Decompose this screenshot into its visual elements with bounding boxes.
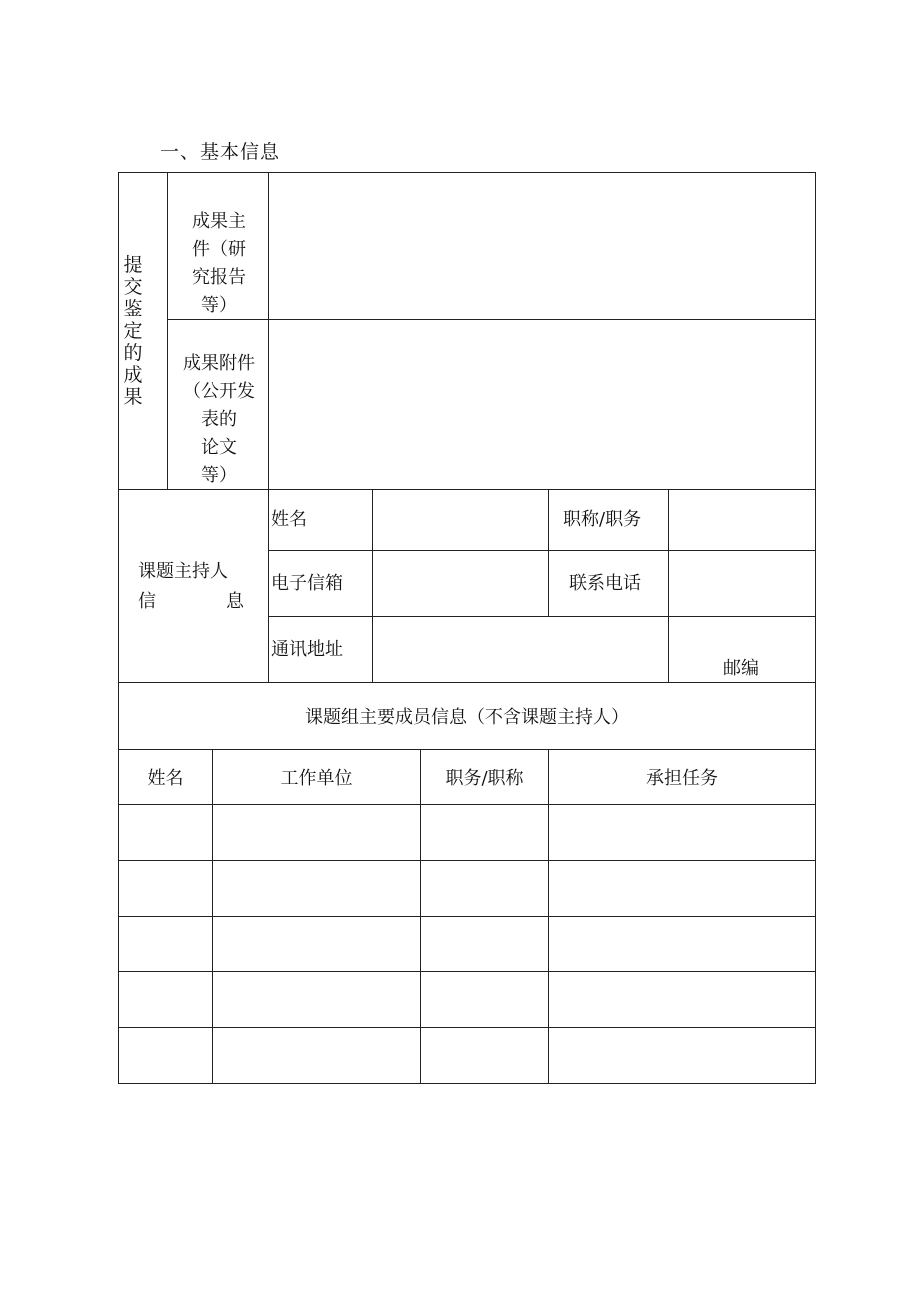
- member-unit-cell[interactable]: [213, 805, 420, 860]
- host-name-label: 姓名: [271, 509, 307, 530]
- host-label-left: 信: [138, 591, 156, 612]
- member-position-cell[interactable]: [421, 1028, 548, 1083]
- member-task-cell[interactable]: [549, 972, 815, 1027]
- member-position-cell[interactable]: [421, 972, 548, 1027]
- divider: [167, 172, 168, 490]
- member-position-cell[interactable]: [421, 861, 548, 916]
- member-name-cell[interactable]: [119, 972, 212, 1027]
- host-email-input[interactable]: [373, 551, 548, 616]
- member-position-cell[interactable]: [421, 805, 548, 860]
- host-address-input[interactable]: [373, 617, 668, 682]
- host-zip-label: 邮编: [723, 658, 759, 679]
- member-name-cell[interactable]: [119, 861, 212, 916]
- host-email-label: 电子信箱: [271, 573, 343, 594]
- divider: [548, 489, 549, 616]
- member-name-cell[interactable]: [119, 1028, 212, 1083]
- member-name-cell[interactable]: [119, 805, 212, 860]
- member-unit-cell[interactable]: [213, 861, 420, 916]
- table-border-bottom: [118, 1083, 816, 1084]
- host-title-label: 职称/职务: [563, 509, 642, 530]
- member-task-cell[interactable]: [549, 805, 815, 860]
- column-header-task: 承担任务: [646, 768, 718, 789]
- results-group-label: 提 交 鉴 定 的 成 果: [123, 254, 143, 408]
- host-label-right: 息: [226, 591, 244, 612]
- column-header-position: 职务/职称: [445, 768, 524, 789]
- member-task-cell[interactable]: [549, 1028, 815, 1083]
- table-border-right: [815, 172, 816, 1084]
- column-header-name: 姓名: [147, 768, 184, 789]
- members-header: 课题组主要成员信息（不含课题主持人）: [305, 707, 629, 728]
- member-name-cell[interactable]: [119, 917, 212, 971]
- section-title: 一、基本信息: [160, 141, 281, 163]
- member-task-cell[interactable]: [549, 861, 815, 916]
- host-label: 课题主持人: [138, 561, 228, 582]
- host-address-label: 通讯地址: [271, 639, 343, 660]
- member-unit-cell[interactable]: [213, 972, 420, 1027]
- member-unit-cell[interactable]: [213, 1028, 420, 1083]
- main-result-input[interactable]: [269, 173, 815, 319]
- member-unit-cell[interactable]: [213, 917, 420, 971]
- host-phone-input[interactable]: [669, 551, 815, 616]
- host-phone-label: 联系电话: [569, 573, 641, 594]
- host-name-input[interactable]: [373, 490, 548, 550]
- member-task-cell[interactable]: [549, 917, 815, 971]
- attachment-input[interactable]: [269, 320, 815, 489]
- attachment-label: 成果附件 （公开发 表的 论文 等）: [183, 353, 255, 486]
- column-header-unit: 工作单位: [280, 768, 353, 789]
- member-position-cell[interactable]: [421, 917, 548, 971]
- host-title-input[interactable]: [669, 490, 815, 550]
- main-result-label: 成果主 件（研 究报告 等）: [192, 211, 246, 316]
